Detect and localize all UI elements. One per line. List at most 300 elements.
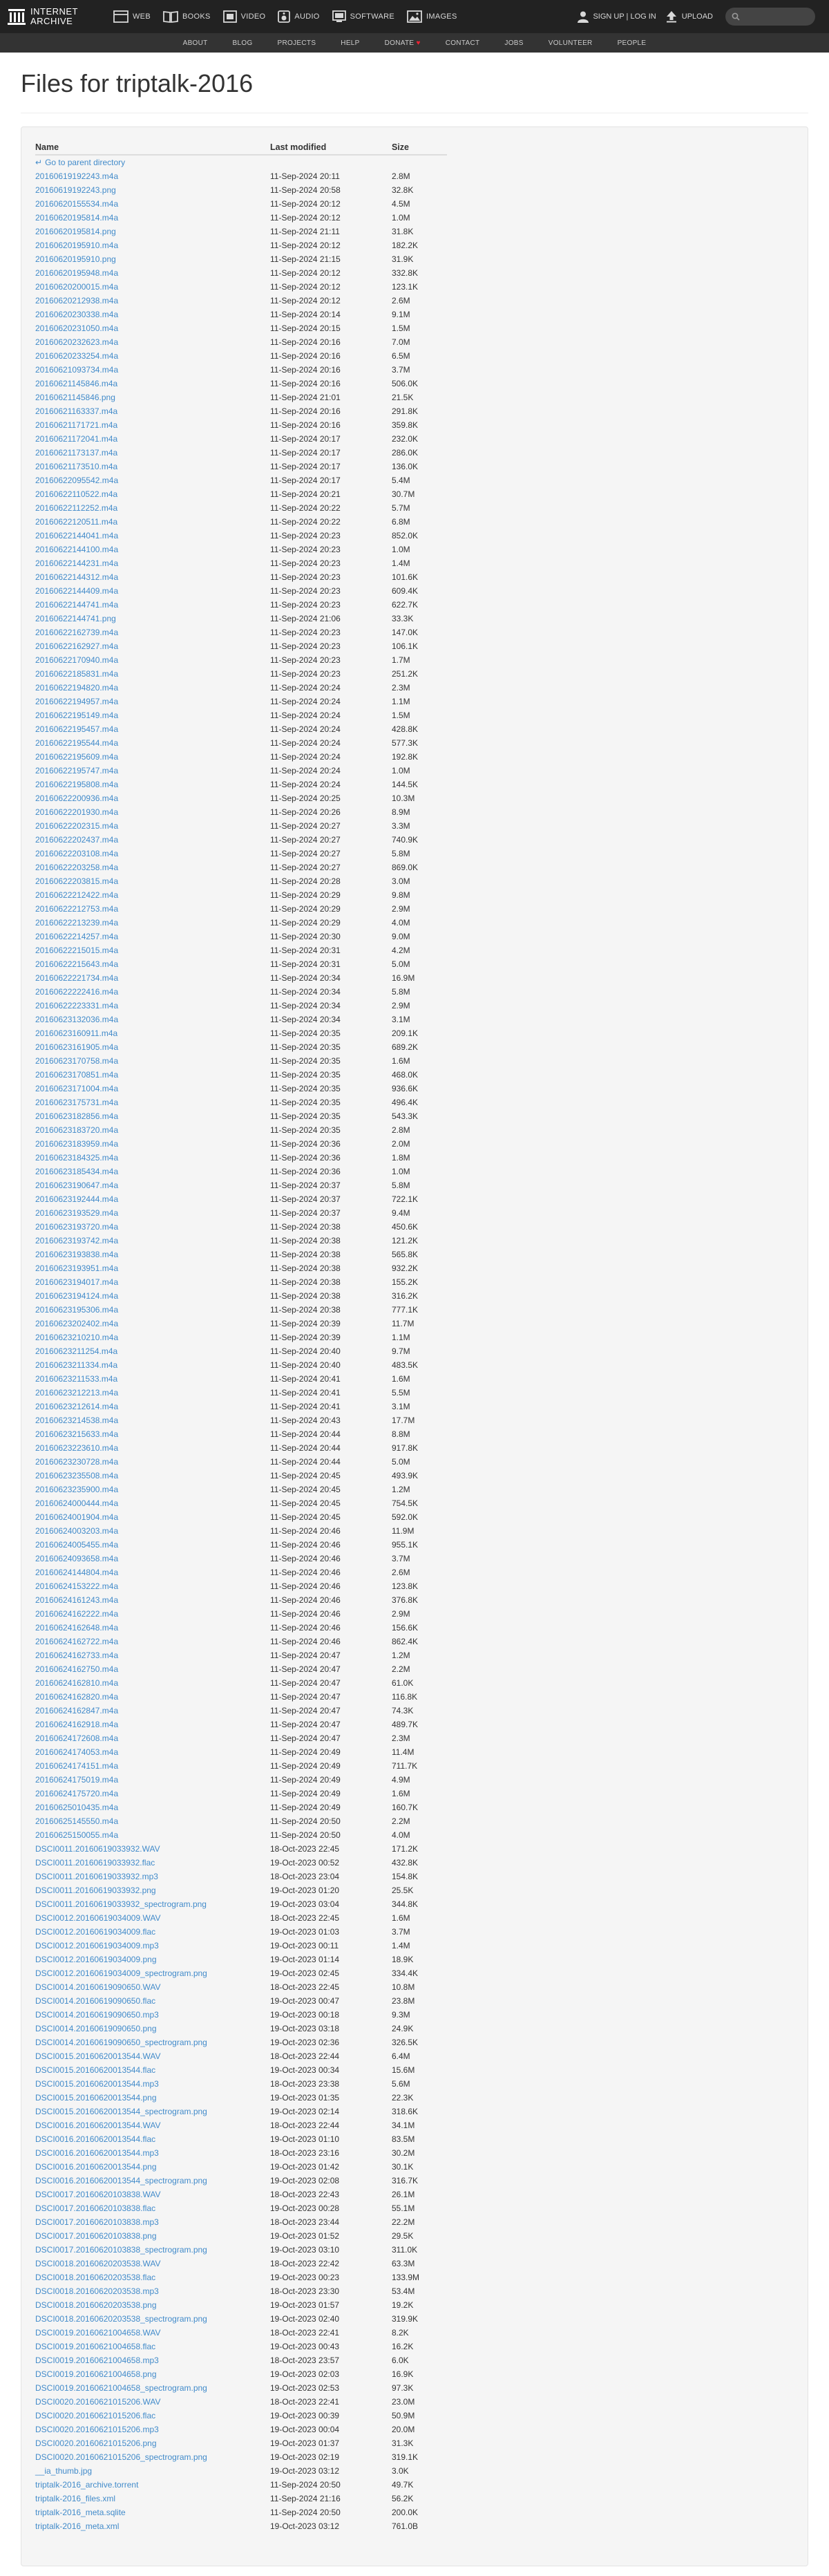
file-link[interactable]: DSCI0014.20160619090650.mp3 (35, 2010, 159, 2020)
file-link[interactable]: 20160624162918.m4a (35, 1720, 119, 1729)
file-size-cell: 74.3K (392, 1706, 414, 1715)
file-link[interactable]: DSCI0016.20160620013544.flac (35, 2134, 156, 2144)
file-link[interactable]: 20160623170851.m4a (35, 1070, 119, 1080)
last-modified-cell: 19-Oct-2023 00:43 (270, 2342, 340, 2351)
file-link[interactable]: DSCI0017.20160620103838.WAV (35, 2190, 161, 2199)
nav-audio[interactable] (271, 0, 325, 33)
file-link[interactable]: DSCI0016.20160620013544.mp3 (35, 2148, 159, 2158)
file-link[interactable]: 20160623235508.m4a (35, 1471, 119, 1480)
file-size-cell: 192.8K (392, 752, 419, 762)
file-size-cell: 359.8K (392, 420, 419, 430)
last-modified-cell: 11-Sep-2024 20:50 (270, 1830, 341, 1840)
file-size-cell: 1.6M (392, 1056, 410, 1066)
file-link[interactable]: 20160624162810.m4a (35, 1678, 119, 1688)
file-name-cell (35, 1441, 270, 1455)
subnav-help[interactable]: HELP (341, 39, 360, 47)
file-name-cell (35, 2450, 270, 2464)
file-link[interactable]: 20160622203258.m4a (35, 863, 119, 872)
last-modified-cell: 18-Oct-2023 22:44 (270, 2121, 340, 2130)
file-link[interactable]: triptalk-2016_files.xml (35, 2494, 116, 2503)
last-modified-cell: 11-Sep-2024 20:14 (270, 310, 341, 319)
file-link[interactable]: 20160623211254.m4a (35, 1346, 118, 1356)
file-link[interactable]: 20160623132036.m4a (35, 1015, 119, 1024)
file-link[interactable]: 20160624162722.m4a (35, 1637, 119, 1646)
table-row (35, 584, 447, 598)
file-name-cell (35, 280, 270, 294)
last-modified-cell: 11-Sep-2024 20:11 (270, 171, 340, 181)
file-link[interactable]: 20160622112252.m4a (35, 503, 118, 513)
file-link[interactable]: DSCI0011.20160619033932.flac (35, 1858, 155, 1868)
file-link[interactable]: 20160624175019.m4a (35, 1775, 119, 1785)
file-link[interactable]: 20160623192444.m4a (35, 1194, 119, 1204)
table-row (35, 1013, 447, 1026)
file-link[interactable]: triptalk-2016_archive.torrent (35, 2480, 139, 2490)
last-modified-cell: 11-Sep-2024 20:24 (270, 752, 341, 762)
file-link[interactable]: DSCI0011.20160619033932_spectrogram.png (35, 1899, 207, 1909)
table-row (35, 1883, 447, 1897)
file-link[interactable]: DSCI0018.20160620203538_spectrogram.png (35, 2314, 207, 2324)
subnav-volunteer[interactable]: VOLUNTEER (548, 39, 593, 47)
internet-archive-logo[interactable] (0, 0, 107, 33)
file-link[interactable]: 20160622194820.m4a (35, 683, 119, 693)
table-row (35, 2395, 447, 2409)
file-link[interactable]: 20160624005455.m4a (35, 1540, 119, 1550)
nav-web[interactable] (107, 0, 157, 33)
file-link[interactable]: 20160623211533.m4a (35, 1374, 118, 1384)
table-row (35, 2201, 447, 2215)
file-link[interactable]: 20160619192243.m4a (35, 171, 119, 181)
file-link[interactable]: 20160620195814.png (35, 227, 116, 236)
file-link[interactable]: 20160624162733.m4a (35, 1651, 119, 1660)
file-link[interactable]: 20160625145550.m4a (35, 1816, 119, 1826)
file-link[interactable]: 20160621163337.m4a (35, 406, 118, 416)
file-link[interactable]: 20160623185434.m4a (35, 1167, 119, 1176)
file-link[interactable]: 20160622203815.m4a (35, 876, 119, 886)
file-link[interactable]: DSCI0012.20160619034009.flac (35, 1927, 156, 1937)
file-size-cell: 23.0M (392, 2397, 415, 2407)
file-link[interactable]: 20160623215633.m4a (35, 1429, 119, 1439)
file-link[interactable]: 20160622120511.m4a (35, 517, 118, 527)
file-name-cell (35, 543, 270, 556)
last-modified-cell: 19-Oct-2023 02:53 (270, 2383, 340, 2393)
file-link[interactable]: DSCI0020.20160621015206.flac (35, 2411, 156, 2420)
file-link[interactable]: 20160622202315.m4a (35, 821, 119, 831)
file-link[interactable]: DSCI0012.20160619034009.mp3 (35, 1941, 159, 1950)
file-link[interactable]: 20160623195306.m4a (35, 1305, 119, 1315)
file-link[interactable]: 20160621145846.m4a (35, 379, 118, 388)
file-link[interactable]: 20160620155534.m4a (35, 199, 119, 209)
table-row (35, 2077, 447, 2091)
nav-video[interactable] (217, 0, 272, 33)
file-link[interactable]: 20160624175720.m4a (35, 1789, 119, 1798)
file-name-cell (35, 2464, 270, 2478)
file-link[interactable]: 20160622162927.m4a (35, 641, 119, 651)
file-link[interactable]: DSCI0017.20160620103838.png (35, 2231, 157, 2241)
file-link[interactable]: DSCI0017.20160620103838.mp3 (35, 2217, 159, 2227)
file-link[interactable]: 20160620230338.m4a (35, 310, 119, 319)
file-link[interactable]: DSCI0019.20160621004658_spectrogram.png (35, 2383, 207, 2393)
table-row (35, 791, 447, 805)
file-link[interactable]: 20160622223331.m4a (35, 1001, 119, 1010)
last-modified-cell: 11-Sep-2024 20:47 (270, 1664, 341, 1674)
last-modified-cell: 18-Oct-2023 23:30 (270, 2286, 340, 2296)
file-link[interactable]: 20160624174053.m4a (35, 1747, 119, 1757)
file-name-cell (35, 2132, 270, 2146)
file-link[interactable]: 20160623194017.m4a (35, 1277, 119, 1287)
file-link[interactable]: DSCI0020.20160621015206.png (35, 2438, 157, 2448)
file-link[interactable]: 20160624162222.m4a (35, 1609, 119, 1619)
file-link[interactable]: 20160622144741.m4a (35, 600, 119, 610)
last-modified-cell: 19-Oct-2023 02:36 (270, 2038, 340, 2047)
file-size-cell: 11.9M (392, 1526, 414, 1536)
column-header-size[interactable]: Size (392, 140, 447, 155)
file-name-cell (35, 1386, 270, 1400)
table-row (35, 1856, 447, 1870)
file-link[interactable]: 20160620195948.m4a (35, 268, 119, 278)
subnav-donate[interactable] (385, 39, 421, 47)
last-modified-cell: 11-Sep-2024 20:35 (270, 1028, 341, 1038)
file-link[interactable]: 20160623193838.m4a (35, 1250, 119, 1259)
last-modified-cell: 11-Sep-2024 20:47 (270, 1678, 341, 1688)
file-link[interactable]: 20160622203108.m4a (35, 849, 119, 858)
file-link[interactable]: 20160620195910.png (35, 254, 116, 264)
file-link[interactable]: 20160623202402.m4a (35, 1319, 119, 1328)
file-size-cell: 4.5M (392, 199, 410, 209)
file-link[interactable]: 20160623193529.m4a (35, 1208, 119, 1218)
file-link[interactable]: 20160623183720.m4a (35, 1125, 119, 1135)
file-name-cell (35, 404, 270, 418)
file-size-cell: 19.2K (392, 2300, 414, 2310)
file-link[interactable]: 20160624162648.m4a (35, 1623, 119, 1633)
last-modified-cell: 11-Sep-2024 20:43 (270, 1416, 341, 1425)
file-link[interactable]: DSCI0014.20160619090650_spectrogram.png (35, 2038, 207, 2047)
last-modified-cell: 11-Sep-2024 20:38 (270, 1263, 341, 1273)
file-link[interactable]: DSCI0020.20160621015206.WAV (35, 2397, 161, 2407)
upload-button[interactable] (666, 10, 713, 23)
top-navigation-bar (0, 0, 829, 33)
file-link[interactable]: 20160623183959.m4a (35, 1139, 119, 1149)
file-link[interactable]: 20160623212213.m4a (35, 1388, 119, 1398)
file-link[interactable]: 20160622194957.m4a (35, 697, 119, 706)
file-link[interactable]: 20160623214538.m4a (35, 1416, 119, 1425)
file-link[interactable]: DSCI0018.20160620203538.WAV (35, 2259, 161, 2268)
file-link[interactable]: 20160622185831.m4a (35, 669, 119, 679)
file-name-cell (35, 2298, 270, 2312)
subnav-blog[interactable]: BLOG (232, 39, 253, 47)
file-link[interactable]: __ia_thumb.jpg (35, 2466, 93, 2476)
file-link[interactable]: DSCI0014.20160619090650.WAV (35, 1982, 161, 1992)
file-link[interactable]: 20160622195544.m4a (35, 738, 119, 748)
file-link[interactable]: DSCI0011.20160619033932.WAV (35, 1844, 160, 1854)
file-name-cell (35, 501, 270, 515)
file-size-cell: 3.7M (392, 1554, 410, 1563)
table-row (35, 2450, 447, 2464)
file-link[interactable]: 20160622212422.m4a (35, 890, 119, 900)
file-link[interactable]: 20160622195747.m4a (35, 766, 119, 775)
file-size-cell: 852.0K (392, 531, 419, 540)
file-link[interactable]: DSCI0015.20160620013544.flac (35, 2065, 156, 2075)
file-link[interactable]: DSCI0015.20160620013544_spectrogram.png (35, 2107, 207, 2116)
file-link[interactable]: DSCI0014.20160619090650.png (35, 2024, 157, 2033)
file-size-cell: 133.9M (392, 2273, 420, 2282)
column-header-modified[interactable]: Last modified (270, 140, 392, 155)
last-modified-cell: 11-Sep-2024 20:35 (270, 1125, 341, 1135)
table-row (35, 1413, 447, 1427)
file-name-cell (35, 971, 270, 985)
file-link[interactable]: DSCI0016.20160620013544.png (35, 2162, 157, 2172)
file-link[interactable]: DSCI0019.20160621004658.mp3 (35, 2356, 159, 2365)
file-link[interactable]: 20160623193742.m4a (35, 1236, 119, 1245)
file-size-cell: 432.8K (392, 1858, 419, 1868)
file-size-cell: 97.3K (392, 2383, 414, 2393)
file-link[interactable]: 20160622202437.m4a (35, 835, 119, 845)
file-link[interactable]: 20160620195814.m4a (35, 213, 119, 223)
file-link[interactable]: DSCI0019.20160621004658.png (35, 2369, 157, 2379)
file-link[interactable]: 20160619192243.png (35, 185, 116, 195)
file-link[interactable]: 20160624174151.m4a (35, 1761, 119, 1771)
table-row (35, 2381, 447, 2395)
file-link[interactable]: 20160625150055.m4a (35, 1830, 119, 1840)
file-link[interactable]: 20160623211334.m4a (35, 1360, 118, 1370)
file-link[interactable]: 20160623223610.m4a (35, 1443, 119, 1453)
file-name-cell (35, 2160, 270, 2174)
last-modified-cell: 11-Sep-2024 20:31 (270, 959, 341, 969)
file-link[interactable]: 20160623210210.m4a (35, 1333, 119, 1342)
file-link[interactable]: 20160622201930.m4a (35, 807, 119, 817)
search-box[interactable] (725, 8, 815, 26)
file-size-cell: 1.1M (392, 697, 410, 706)
last-modified-cell: 11-Sep-2024 20:28 (270, 876, 341, 886)
file-link[interactable]: 20160622144231.m4a (35, 558, 119, 568)
subnav-contact[interactable]: CONTACT (445, 39, 480, 47)
parent-directory-link[interactable] (35, 158, 125, 167)
file-link[interactable]: triptalk-2016_meta.sqlite (35, 2508, 126, 2517)
file-link[interactable]: DSCI0015.20160620013544.mp3 (35, 2079, 159, 2089)
file-link[interactable]: 20160622144741.png (35, 614, 116, 623)
file-link[interactable]: 20160623160911.m4a (35, 1028, 118, 1038)
file-link[interactable]: 20160624162750.m4a (35, 1664, 119, 1674)
file-link[interactable]: 20160624000444.m4a (35, 1498, 119, 1508)
file-link[interactable]: DSCI0017.20160620103838_spectrogram.png (35, 2245, 207, 2255)
file-link[interactable]: DSCI0018.20160620203538.flac (35, 2273, 156, 2282)
file-link[interactable]: 20160622110522.m4a (35, 489, 118, 499)
file-link[interactable]: DSCI0012.20160619034009.png (35, 1955, 157, 1964)
file-link[interactable]: 20160620231050.m4a (35, 323, 119, 333)
file-name-cell (35, 2077, 270, 2091)
file-size-cell: 5.4M (392, 476, 410, 485)
table-row (35, 833, 447, 847)
last-modified-cell: 11-Sep-2024 20:16 (270, 406, 341, 416)
file-link[interactable]: triptalk-2016_meta.xml (35, 2521, 120, 2531)
file-link[interactable]: DSCI0015.20160620013544.WAV (35, 2051, 161, 2061)
file-link[interactable]: 20160623170758.m4a (35, 1056, 119, 1066)
file-link[interactable]: DSCI0019.20160621004658.WAV (35, 2328, 161, 2338)
file-link[interactable]: 20160622144409.m4a (35, 586, 119, 596)
subnav-about[interactable]: ABOUT (182, 39, 208, 47)
file-link[interactable]: 20160623171004.m4a (35, 1084, 119, 1093)
nav-books[interactable] (157, 0, 217, 33)
last-modified-cell: 11-Sep-2024 20:12 (270, 241, 341, 250)
file-link[interactable]: 20160623161905.m4a (35, 1042, 119, 1052)
file-link[interactable]: 20160622195808.m4a (35, 780, 119, 789)
file-link[interactable]: 20160622095542.m4a (35, 476, 119, 485)
file-link[interactable]: 20160622214257.m4a (35, 932, 119, 941)
file-link[interactable]: 20160623182856.m4a (35, 1111, 119, 1121)
table-row (35, 294, 447, 308)
nav-images[interactable] (401, 0, 464, 33)
file-link[interactable]: DSCI0011.20160619033932.mp3 (35, 1872, 158, 1881)
file-name-cell (35, 1690, 270, 1704)
file-link[interactable]: 20160624162847.m4a (35, 1706, 119, 1715)
file-name-cell (35, 1870, 270, 1883)
file-name-cell (35, 349, 270, 363)
file-link[interactable]: 20160622195149.m4a (35, 711, 119, 720)
file-link[interactable]: 20160623212614.m4a (35, 1402, 119, 1411)
file-link[interactable]: 20160620200015.m4a (35, 282, 119, 292)
subnav-people[interactable]: PEOPLE (617, 39, 647, 47)
signup-login-link[interactable] (577, 10, 656, 23)
file-link[interactable]: DSCI0018.20160620203538.mp3 (35, 2286, 159, 2296)
file-size-cell: 10.8M (392, 1982, 415, 1992)
column-header-name[interactable]: Name (35, 140, 270, 155)
file-link[interactable]: 20160620232623.m4a (35, 337, 119, 347)
subnav-projects[interactable]: PROJECTS (277, 39, 316, 47)
file-link[interactable]: 20160623193951.m4a (35, 1263, 119, 1273)
file-link[interactable]: 20160621145846.png (35, 393, 115, 402)
file-name-cell (35, 1372, 270, 1386)
last-modified-cell: 18-Oct-2023 22:44 (270, 2051, 340, 2061)
table-row (35, 1206, 447, 1220)
file-link[interactable]: DSCI0012.20160619034009_spectrogram.png (35, 1968, 207, 1978)
file-name-cell (35, 183, 270, 197)
file-link[interactable]: DSCI0016.20160620013544.WAV (35, 2121, 161, 2130)
last-modified-cell: 11-Sep-2024 20:29 (270, 918, 341, 928)
file-link[interactable]: 20160624161243.m4a (35, 1595, 119, 1605)
file-link[interactable]: 20160623235900.m4a (35, 1485, 119, 1494)
file-link[interactable]: 20160620233254.m4a (35, 351, 119, 361)
file-link[interactable]: 20160621173137.m4a (35, 448, 118, 458)
file-name-cell (35, 1358, 270, 1372)
file-size-cell: 1.2M (392, 1485, 410, 1494)
file-size-cell: 1.5M (392, 711, 410, 720)
file-link[interactable]: 20160622200936.m4a (35, 793, 119, 803)
file-size-cell: 32.8K (392, 185, 414, 195)
last-modified-cell: 11-Sep-2024 20:47 (270, 1706, 341, 1715)
file-link[interactable]: 20160622222416.m4a (35, 987, 119, 997)
file-link[interactable]: 20160623175731.m4a (35, 1098, 119, 1107)
file-size-cell: 232.0K (392, 434, 419, 444)
file-link[interactable]: 20160621173510.m4a (35, 462, 118, 471)
file-link[interactable]: 20160622215015.m4a (35, 946, 119, 955)
file-link[interactable]: 20160622170940.m4a (35, 655, 119, 665)
file-name-cell (35, 2215, 270, 2229)
file-link[interactable]: 20160624172608.m4a (35, 1733, 119, 1743)
file-link[interactable]: 20160622215643.m4a (35, 959, 119, 969)
return-arrow-icon: ↵ (35, 158, 43, 167)
file-name-cell (35, 225, 270, 238)
last-modified-cell: 19-Oct-2023 00:11 (270, 1941, 339, 1950)
file-link[interactable]: 20160622195609.m4a (35, 752, 119, 762)
file-link[interactable]: 20160623184325.m4a (35, 1153, 119, 1163)
file-size-cell: 33.3K (392, 614, 414, 623)
file-size-cell: 319.1K (392, 2452, 419, 2462)
file-link[interactable]: 20160622144312.m4a (35, 572, 119, 582)
file-name-cell (35, 1648, 270, 1662)
file-link[interactable]: DSCI0020.20160621015206.mp3 (35, 2425, 159, 2434)
file-link[interactable]: 20160624001904.m4a (35, 1512, 119, 1522)
last-modified-cell: 11-Sep-2024 20:24 (270, 766, 341, 775)
file-name-cell (35, 1662, 270, 1676)
file-link[interactable]: 20160624153222.m4a (35, 1581, 119, 1591)
file-link[interactable]: 20160623230728.m4a (35, 1457, 119, 1467)
file-link[interactable]: 20160621172041.m4a (35, 434, 118, 444)
table-row (35, 543, 447, 556)
file-link[interactable]: DSCI0014.20160619090650.flac (35, 1996, 156, 2006)
file-link[interactable]: 20160622162739.m4a (35, 628, 119, 637)
last-modified-cell: 11-Sep-2024 20:34 (270, 973, 341, 983)
file-link[interactable]: 20160621171721.m4a (35, 420, 118, 430)
file-link[interactable]: 20160622221734.m4a (35, 973, 119, 983)
table-row (35, 1704, 447, 1718)
file-link[interactable]: 20160624093658.m4a (35, 1554, 119, 1563)
file-link[interactable]: 20160622213239.m4a (35, 918, 119, 928)
nav-audio-label: AUDIO (294, 12, 320, 21)
file-link[interactable]: DSCI0011.20160619033932.png (35, 1886, 156, 1895)
file-size-cell: 22.2M (392, 2217, 415, 2227)
file-link[interactable]: 20160621093734.m4a (35, 365, 119, 375)
file-link[interactable]: 20160624003203.m4a (35, 1526, 119, 1536)
subnav-jobs[interactable]: JOBS (504, 39, 524, 47)
file-name-cell (35, 308, 270, 321)
file-link[interactable]: 20160622212753.m4a (35, 904, 119, 914)
file-link[interactable]: DSCI0019.20160621004658.flac (35, 2342, 156, 2351)
table-row (35, 183, 447, 197)
logo-text (30, 7, 78, 26)
last-modified-cell: 11-Sep-2024 20:24 (270, 683, 341, 693)
file-link[interactable]: DSCI0012.20160619034009.WAV (35, 1913, 161, 1923)
file-link[interactable]: DSCI0017.20160620103838.flac (35, 2203, 156, 2213)
file-link[interactable]: 20160624144804.m4a (35, 1568, 119, 1577)
file-link[interactable]: 20160622195457.m4a (35, 724, 119, 734)
table-row (35, 957, 447, 971)
nav-software[interactable] (326, 0, 401, 33)
file-link[interactable]: 20160623193720.m4a (35, 1222, 119, 1232)
file-link[interactable]: 20160622144041.m4a (35, 531, 119, 540)
table-row (35, 985, 447, 999)
file-name-cell (35, 2174, 270, 2188)
web-icon (113, 10, 128, 23)
file-link[interactable]: DSCI0018.20160620203538.png (35, 2300, 157, 2310)
file-link[interactable]: 20160620212938.m4a (35, 296, 119, 305)
table-row (35, 1731, 447, 1745)
table-row (35, 2022, 447, 2036)
file-link[interactable]: 20160624162820.m4a (35, 1692, 119, 1702)
file-link[interactable]: 20160625010435.m4a (35, 1803, 119, 1812)
file-link[interactable]: 20160620195910.m4a (35, 241, 119, 250)
file-size-cell: 689.2K (392, 1042, 419, 1052)
last-modified-cell: 11-Sep-2024 20:34 (270, 987, 341, 997)
file-link[interactable]: 20160623194124.m4a (35, 1291, 119, 1301)
file-name-cell (35, 556, 270, 570)
file-size-cell: 9.0M (392, 932, 410, 941)
file-link[interactable]: 20160623190647.m4a (35, 1181, 119, 1190)
file-name-cell (35, 626, 270, 639)
table-row (35, 1386, 447, 1400)
file-link[interactable]: DSCI0020.20160621015206_spectrogram.png (35, 2452, 207, 2462)
file-link[interactable]: DSCI0016.20160620013544_spectrogram.png (35, 2176, 207, 2185)
file-link[interactable]: 20160622144100.m4a (35, 545, 119, 554)
file-link[interactable]: DSCI0015.20160620013544.png (35, 2093, 157, 2103)
